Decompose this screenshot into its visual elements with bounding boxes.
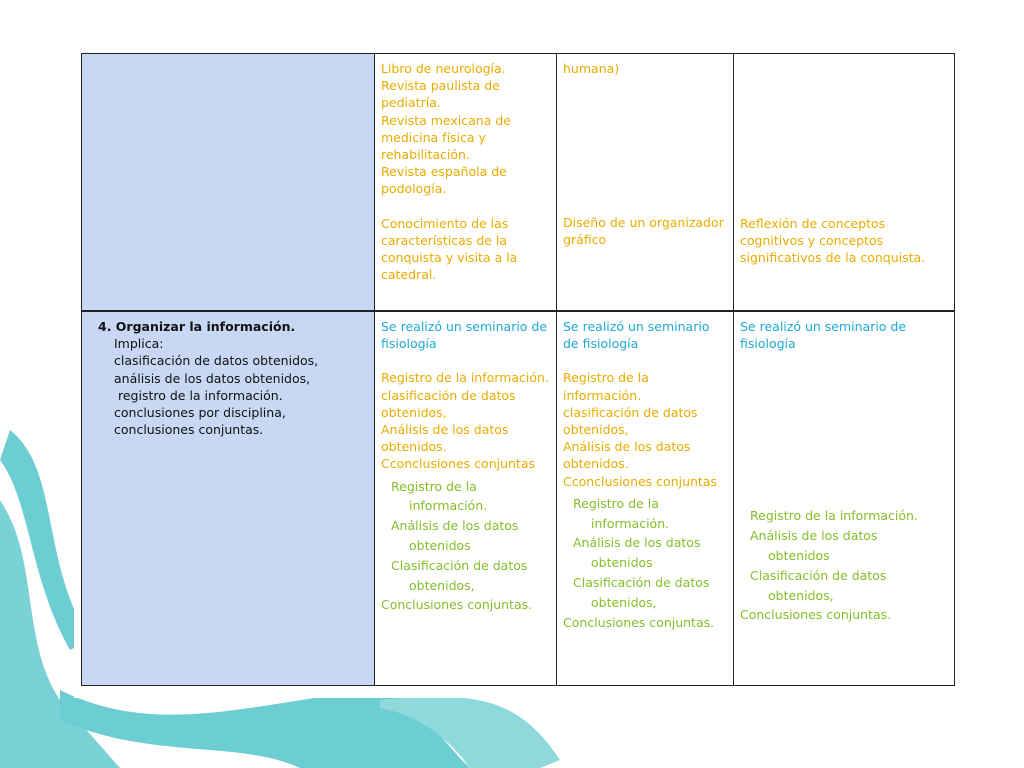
list-item: Conclusiones conjuntas.: [381, 597, 533, 613]
list-item: Clasificación de datos: [391, 557, 528, 573]
result-line: Registro de la información.: [381, 370, 549, 386]
table-row-2: [81, 311, 955, 686]
step-line: conclusiones conjuntas.: [114, 422, 264, 438]
step-line: conclusiones por disciplina,: [114, 405, 286, 421]
row2-step-cell: [82, 312, 375, 686]
list-item: Clasificación de datos: [573, 575, 710, 591]
step-line: registro de la información.: [114, 387, 283, 403]
green-list: [381, 477, 550, 616]
result-line: clasificación de datos obtenidos,: [563, 404, 702, 438]
result-line: clasificación de datos obtenidos,: [381, 387, 520, 420]
activity-text: Diseño de un organizador gráfico: [563, 215, 728, 248]
green-list: [563, 494, 727, 633]
list-item: obtenidos,: [409, 577, 475, 593]
row1-col2-cell: [375, 54, 557, 311]
source-item: Revista mexicana de medicina física y rehabilitación.: [381, 112, 515, 163]
list-item: obtenidos: [768, 548, 830, 563]
step-title: 4. Organizar la información.: [98, 319, 296, 334]
list-item: información.: [591, 515, 670, 531]
result-line: Análisis de los datos obtenidos.: [381, 422, 513, 455]
list-item: Registro de la información.: [750, 508, 918, 524]
list-item: obtenidos: [409, 538, 471, 554]
source-item: Revista española de podología.: [381, 164, 511, 197]
list-item: Registro de la: [391, 478, 477, 494]
result-line: Cconclusiones conjuntas: [381, 456, 536, 472]
source-item: Libro de neurología.: [381, 61, 506, 76]
list-item: Análisis de los datos: [391, 518, 519, 534]
result-line: Análisis de los datos obtenidos.: [563, 439, 695, 472]
list-item: Conclusiones conjuntas.: [563, 614, 715, 630]
list-item: obtenidos: [591, 555, 653, 571]
row1-col4-cell: [734, 54, 955, 311]
step-line: clasificación de datos obtenidos,: [114, 353, 319, 369]
list-item: Clasificación de datos: [750, 567, 887, 583]
activity-text: Conocimiento de las características de la conquista y visita a la catedral.: [381, 215, 522, 283]
source-item: Revista paulista de pediatría.: [381, 78, 504, 111]
row1-col3-cell: [557, 54, 734, 311]
continued-text: humana): [563, 61, 620, 76]
activity-text: Reflexión de conceptos cognitivos y conceptos significativos de la conquista.: [740, 216, 926, 266]
list-item: información.: [409, 498, 488, 514]
seminar-text: Se realizó un seminario de fisiología: [381, 319, 552, 352]
green-list: [740, 506, 948, 625]
result-line: Cconclusiones conjuntas: [563, 473, 718, 489]
list-item: Registro de la: [573, 495, 659, 511]
row1-step-cell: [82, 54, 375, 311]
row2-col2-cell: [375, 312, 557, 686]
result-line: Registro de la información.: [563, 370, 653, 403]
list-item: obtenidos,: [768, 587, 834, 603]
seminar-text: Se realizó un seminario de fisiología: [563, 319, 714, 352]
list-item: obtenidos,: [591, 594, 657, 610]
row2-col3-cell: [557, 312, 734, 686]
list-item: Conclusiones conjuntas.: [740, 607, 892, 623]
seminar-text: Se realizó un seminario de fisiología: [740, 319, 911, 352]
step-line: análisis de los datos obtenidos,: [114, 370, 311, 386]
row2-col4-cell: [734, 312, 955, 686]
table-row-1: [81, 53, 955, 311]
step-line: Implica:: [114, 336, 164, 352]
list-item: Análisis de los datos: [573, 535, 701, 551]
list-item: Análisis de los datos: [750, 528, 878, 544]
